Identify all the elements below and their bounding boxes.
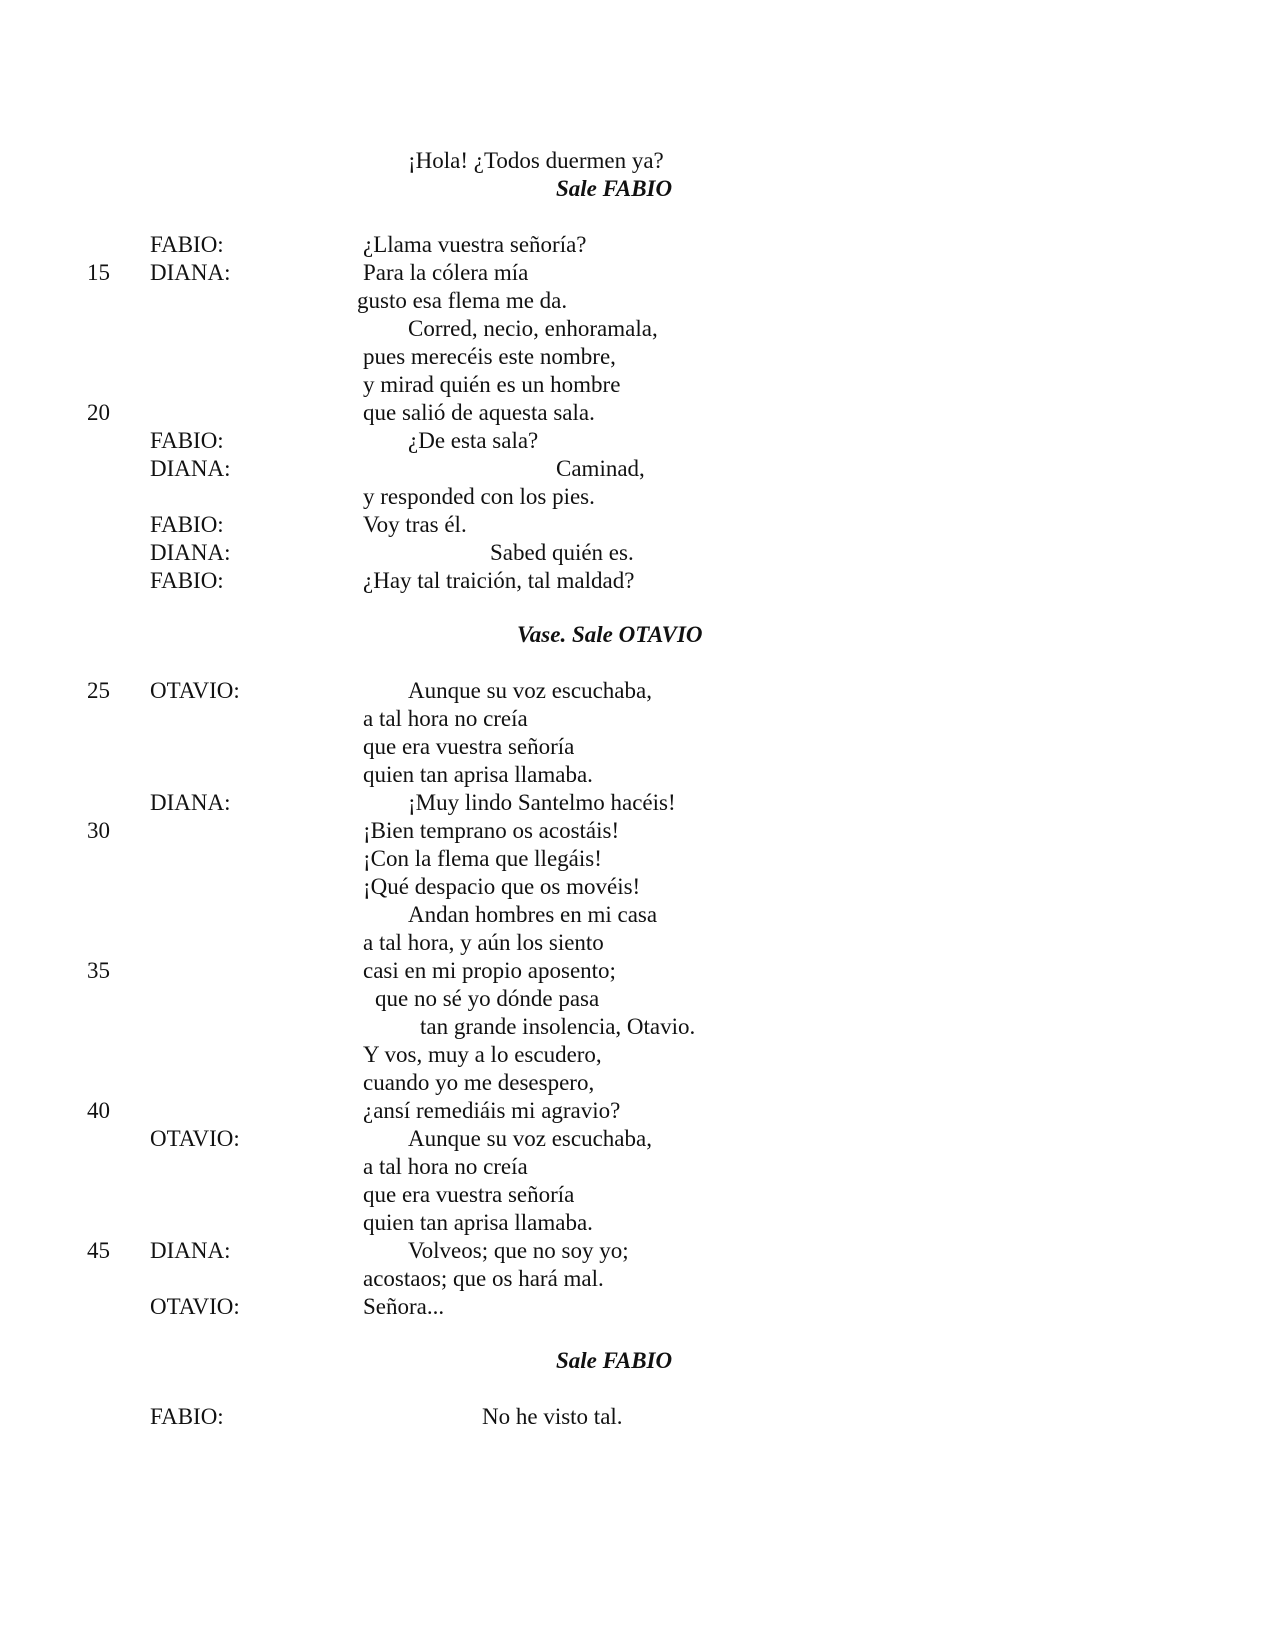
verse-line — [0, 844, 1275, 873]
stage-direction-row — [0, 1346, 1275, 1375]
verse-text: tan grande insolencia, Otavio. — [420, 1014, 696, 1039]
verse-line — [0, 370, 1275, 399]
verse-line — [0, 510, 1275, 539]
verse-line — [0, 816, 1275, 845]
verse-text: quien tan aprisa llamaba. — [363, 1210, 593, 1235]
verse-text: a tal hora, y aún los siento — [363, 930, 604, 955]
verse-line — [0, 760, 1275, 789]
line-number: 40 — [87, 1098, 110, 1123]
verse-line — [0, 1292, 1275, 1321]
verse-text: acostaos; que os hará mal. — [363, 1266, 604, 1291]
verse-text: Señora... — [363, 1294, 445, 1319]
verse-line — [0, 732, 1275, 761]
verse-line — [0, 1096, 1275, 1125]
speaker-name: DIANA: — [150, 260, 231, 285]
line-number: 20 — [87, 400, 110, 425]
stage-direction-row — [0, 620, 1275, 649]
verse-line — [0, 398, 1275, 427]
verse-line — [0, 984, 1275, 1013]
verse-text: Volveos; que no soy yo; — [408, 1238, 629, 1263]
verse-text: No he visto tal. — [482, 1404, 623, 1429]
speaker-name: FABIO: — [150, 428, 224, 453]
verse-line — [0, 1040, 1275, 1069]
speaker-name: DIANA: — [150, 456, 231, 481]
stage-direction: Sale FABIO — [556, 1348, 673, 1373]
verse-text: ¡Bien temprano os acostáis! — [363, 818, 620, 843]
verse-text: y mirad quién es un hombre — [363, 372, 621, 397]
verse-text: ¿De esta sala? — [408, 428, 539, 453]
verse-line — [0, 1236, 1275, 1265]
verse-text: que no sé yo dónde pasa — [375, 986, 600, 1011]
verse-line — [0, 788, 1275, 817]
verse-line — [0, 1012, 1275, 1041]
speaker-name: FABIO: — [150, 1404, 224, 1429]
verse-line — [0, 1208, 1275, 1237]
speaker-name: FABIO: — [150, 568, 224, 593]
verse-line — [0, 482, 1275, 511]
verse-line — [0, 900, 1275, 929]
verse-text: que era vuestra señoría — [363, 1182, 575, 1207]
verse-line — [0, 258, 1275, 287]
verse-line — [0, 314, 1275, 343]
stage-direction-row — [0, 174, 1275, 203]
line-number: 15 — [87, 260, 110, 285]
verse-text: a tal hora no creía — [363, 706, 528, 731]
verse-line — [0, 1180, 1275, 1209]
line-number: 45 — [87, 1238, 110, 1263]
verse-line — [0, 1124, 1275, 1153]
speaker-name: FABIO: — [150, 512, 224, 537]
verse-text: ¿ansí remediáis mi agravio? — [363, 1098, 621, 1123]
speaker-name: OTAVIO: — [150, 1126, 240, 1151]
speaker-name: OTAVIO: — [150, 678, 240, 703]
verse-line — [0, 1152, 1275, 1181]
verse-text: y responded con los pies. — [363, 484, 595, 509]
verse-text: que salió de aquesta sala. — [363, 400, 595, 425]
verse-text: Andan hombres en mi casa — [408, 902, 658, 927]
verse-text: ¿Llama vuestra señoría? — [363, 232, 587, 257]
verse-text: ¡Con la flema que llegáis! — [363, 846, 602, 871]
speaker-name: DIANA: — [150, 790, 231, 815]
verse-text: Y vos, muy a lo escudero, — [363, 1042, 602, 1067]
speaker-name: OTAVIO: — [150, 1294, 240, 1319]
verse-text: a tal hora no creía — [363, 1154, 528, 1179]
verse-text: ¡Qué despacio que os movéis! — [363, 874, 641, 899]
verse-text: gusto esa flema me da. — [357, 288, 568, 313]
line-number: 30 — [87, 818, 110, 843]
verse-line — [0, 676, 1275, 705]
verse-text: Sabed quién es. — [490, 540, 634, 565]
verse-line — [0, 704, 1275, 733]
speaker-name: DIANA: — [150, 1238, 231, 1263]
verse-text: Corred, necio, enhoramala, — [408, 316, 658, 341]
line-number: 35 — [87, 958, 110, 983]
speaker-name: FABIO: — [150, 232, 224, 257]
verse-line — [0, 1068, 1275, 1097]
verse-text: ¿Hay tal traición, tal maldad? — [363, 568, 635, 593]
stage-direction: Vase. Sale OTAVIO — [517, 622, 703, 647]
verse-line — [0, 342, 1275, 371]
verse-line — [0, 1264, 1275, 1293]
verse-text: Aunque su voz escuchaba, — [408, 678, 652, 703]
line-number: 25 — [87, 678, 110, 703]
verse-text: ¡Muy lindo Santelmo hacéis! — [408, 790, 676, 815]
stage-direction: Sale FABIO — [556, 176, 673, 201]
verse-line — [0, 230, 1275, 259]
verse-line — [0, 454, 1275, 483]
verse-line — [0, 426, 1275, 455]
verse-line — [0, 1402, 1275, 1431]
verse-line — [0, 146, 1275, 175]
verse-line — [0, 538, 1275, 567]
verse-text: Caminad, — [556, 456, 645, 481]
verse-text: pues merecéis este nombre, — [363, 344, 616, 369]
verse-line — [0, 286, 1275, 315]
verse-line — [0, 566, 1275, 595]
speaker-name: DIANA: — [150, 540, 231, 565]
verse-text: quien tan aprisa llamaba. — [363, 762, 593, 787]
verse-line — [0, 872, 1275, 901]
verse-text: que era vuestra señoría — [363, 734, 575, 759]
verse-text: casi en mi propio aposento; — [363, 958, 616, 983]
verse-line — [0, 928, 1275, 957]
verse-text: Aunque su voz escuchaba, — [408, 1126, 652, 1151]
verse-text: Voy tras él. — [363, 512, 467, 537]
verse-text: ¡Hola! ¿Todos duermen ya? — [408, 148, 664, 173]
verse-line — [0, 956, 1275, 985]
verse-text: cuando yo me desespero, — [363, 1070, 595, 1095]
verse-text: Para la cólera mía — [363, 260, 529, 285]
